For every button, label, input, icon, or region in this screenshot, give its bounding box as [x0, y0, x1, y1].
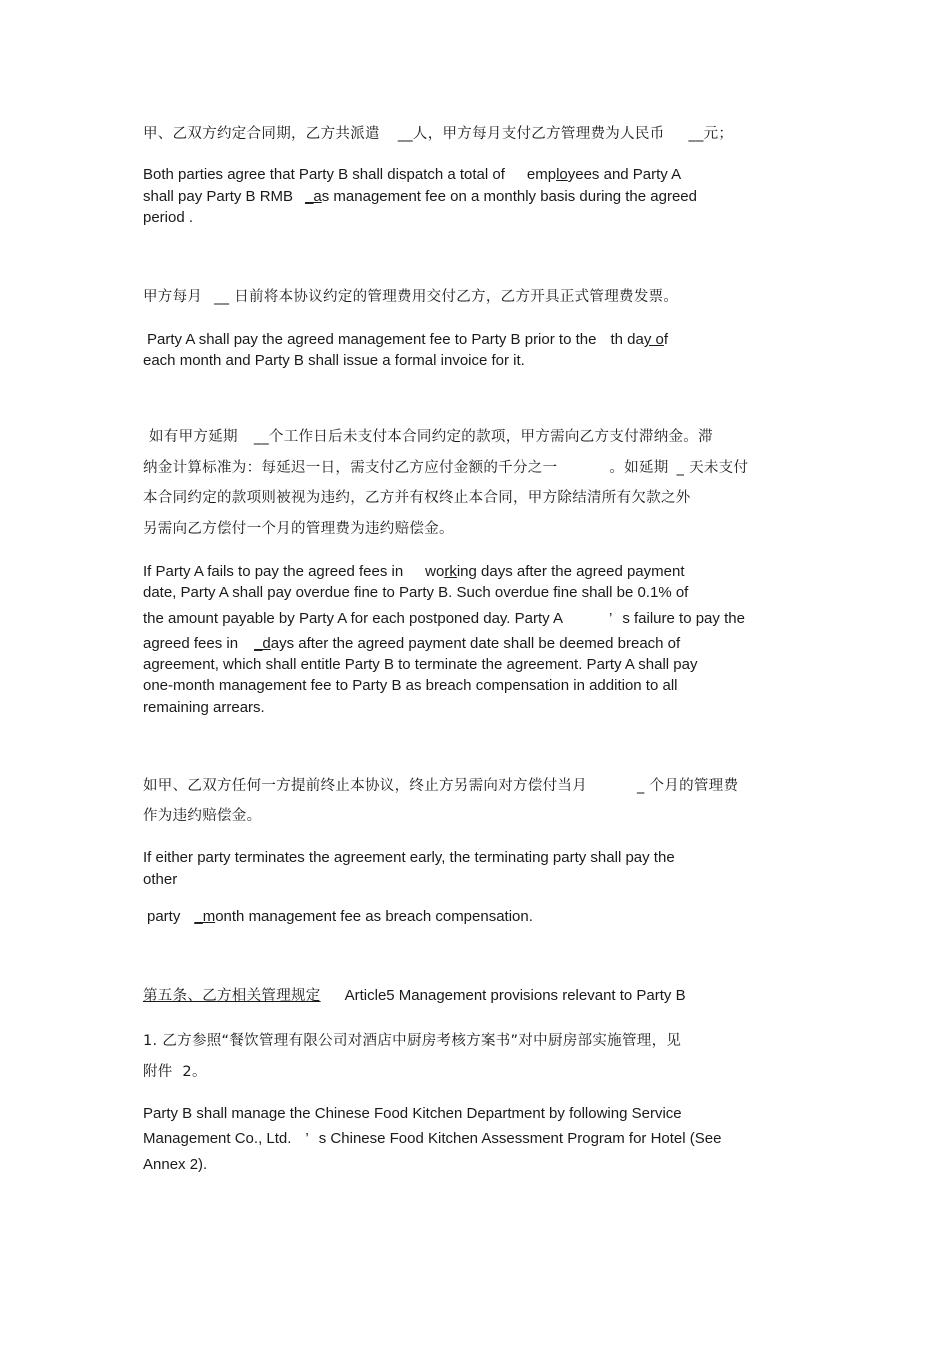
- text: 如有甲方延期: [149, 429, 238, 445]
- text: Both parties agree that Party B shall dispatch a total of: [143, 166, 505, 183]
- text: __元；: [688, 126, 734, 142]
- p3-en-line3: [143, 608, 745, 629]
- text: If Party A fails to pay the agreed fees in: [143, 563, 404, 580]
- text: __个工作日后未支付本合同约定的款项，甲方需向乙方支付滞纳金。滞: [253, 429, 713, 445]
- text: onth management fee as breach compensation.: [215, 908, 533, 925]
- text: s management fee on a monthly basis during the agreed: [321, 188, 697, 205]
- text: s Chinese Food Kitchen Assessment Program for Hotel (See: [318, 1130, 722, 1147]
- article5-cn-title: 第五条、乙方相关管理规定: [143, 988, 321, 1004]
- item1-en-line1: Party B shall manage the Chinese Food Kitchen Department by following Service: [143, 1105, 682, 1122]
- article5-heading: [143, 985, 686, 1007]
- p1-en-line3: period .: [143, 209, 194, 226]
- text: th da: [610, 331, 644, 348]
- text: agreed fees in: [143, 635, 239, 652]
- text: y o: [643, 331, 664, 348]
- item1-cn-line1: 1. 乙方参照“餐饮管理有限公司对酒店中厨房考核方案书”对中厨房部实施管理，见: [143, 1033, 682, 1049]
- text: f: [663, 331, 668, 348]
- text: the amount payable by Party A for each postponed day. Party A: [143, 610, 563, 627]
- text: _m: [194, 908, 216, 925]
- p3-en-line6: one-month management fee to Party B as breach compensation in addition to all: [143, 677, 678, 694]
- p3-cn-line1: [149, 427, 713, 448]
- text: ing days after the agreed payment: [456, 563, 685, 580]
- text: _: [637, 778, 645, 794]
- text: ’: [609, 610, 613, 627]
- p4-cn-line1: [143, 776, 738, 797]
- p3-en-line5: agreement, which shall entitle Party B to terminate the agreement. Party A shall pay: [143, 656, 698, 673]
- item1-en-line2: [143, 1128, 721, 1149]
- p2-en-line1: [147, 329, 668, 350]
- text: 。如延期: [609, 460, 669, 476]
- text: party: [147, 908, 181, 925]
- text: 纳金计算标准为：每延迟一日，需支付乙方应付金额的千分之一: [143, 460, 558, 476]
- p3-en-line2: date, Party A shall pay overdue fine to Party B. Such overdue fine shall be 0.1% of: [143, 584, 689, 601]
- p4-en-line1: If either party terminates the agreement early, the terminating party shall pay the: [143, 849, 675, 866]
- p3-cn-line3: 本合同约定的款项则被视为违约，乙方并有权终止本合同，甲方除结清所有欠款之外: [143, 490, 691, 506]
- text: 甲方每月: [143, 289, 203, 305]
- text: rk: [444, 563, 457, 580]
- text: _: [676, 460, 685, 476]
- text: ays after the agreed payment date shall be deemed breach of: [270, 635, 681, 652]
- item1-en-line3: Annex 2).: [143, 1156, 208, 1173]
- item1-cn-line2: 附件 2。: [143, 1064, 207, 1080]
- text: _d: [254, 635, 271, 652]
- text: _a: [305, 188, 322, 205]
- p4-en-line3: [147, 906, 533, 927]
- p2-cn: [143, 287, 678, 308]
- article5-en-title: Article5 Management provisions relevant to Party B: [344, 987, 686, 1004]
- p4-en-line2: other: [143, 871, 178, 888]
- p2-en-line2: each month and Party B shall issue a formal invoice for it.: [143, 352, 525, 369]
- text: wo: [425, 563, 445, 580]
- text: lo: [556, 166, 568, 183]
- p3-en-line7: remaining arrears.: [143, 699, 265, 716]
- text: 如甲、乙双方任何一方提前终止本协议，终止方另需向对方偿付当月: [143, 778, 587, 794]
- text: ’: [305, 1130, 309, 1147]
- text: Party A shall pay the agreed management fee to Party B prior to the: [147, 331, 597, 348]
- text: emp: [526, 166, 557, 183]
- p4-cn-line2: 作为违约赔偿金。: [143, 808, 262, 824]
- text: Management Co., Ltd.: [143, 1130, 292, 1147]
- p3-en-line1: [143, 561, 685, 582]
- p1-cn: [143, 124, 733, 145]
- text: __人，甲方每月支付乙方管理费为人民币: [397, 126, 665, 142]
- text: 个月的管理费: [644, 778, 739, 794]
- p1-en-line1: [143, 164, 681, 185]
- text: yees and Party A: [567, 166, 682, 183]
- text: 天未支付: [684, 460, 749, 476]
- p3-cn-line4: 另需向乙方偿付一个月的管理费为违约赔偿金。: [143, 521, 454, 537]
- text: 日前将本协议约定的管理费用交付乙方，乙方开具正式管理费发票。: [229, 289, 679, 305]
- text: s failure to pay the: [622, 610, 745, 627]
- p3-cn-line2: [143, 458, 748, 479]
- p1-en-line2: [143, 186, 697, 207]
- text: __: [214, 289, 230, 305]
- text: shall pay Party B RMB: [143, 188, 294, 205]
- p3-en-line4: [143, 633, 680, 654]
- text: 甲、乙双方约定合同期，乙方共派遣: [143, 126, 380, 142]
